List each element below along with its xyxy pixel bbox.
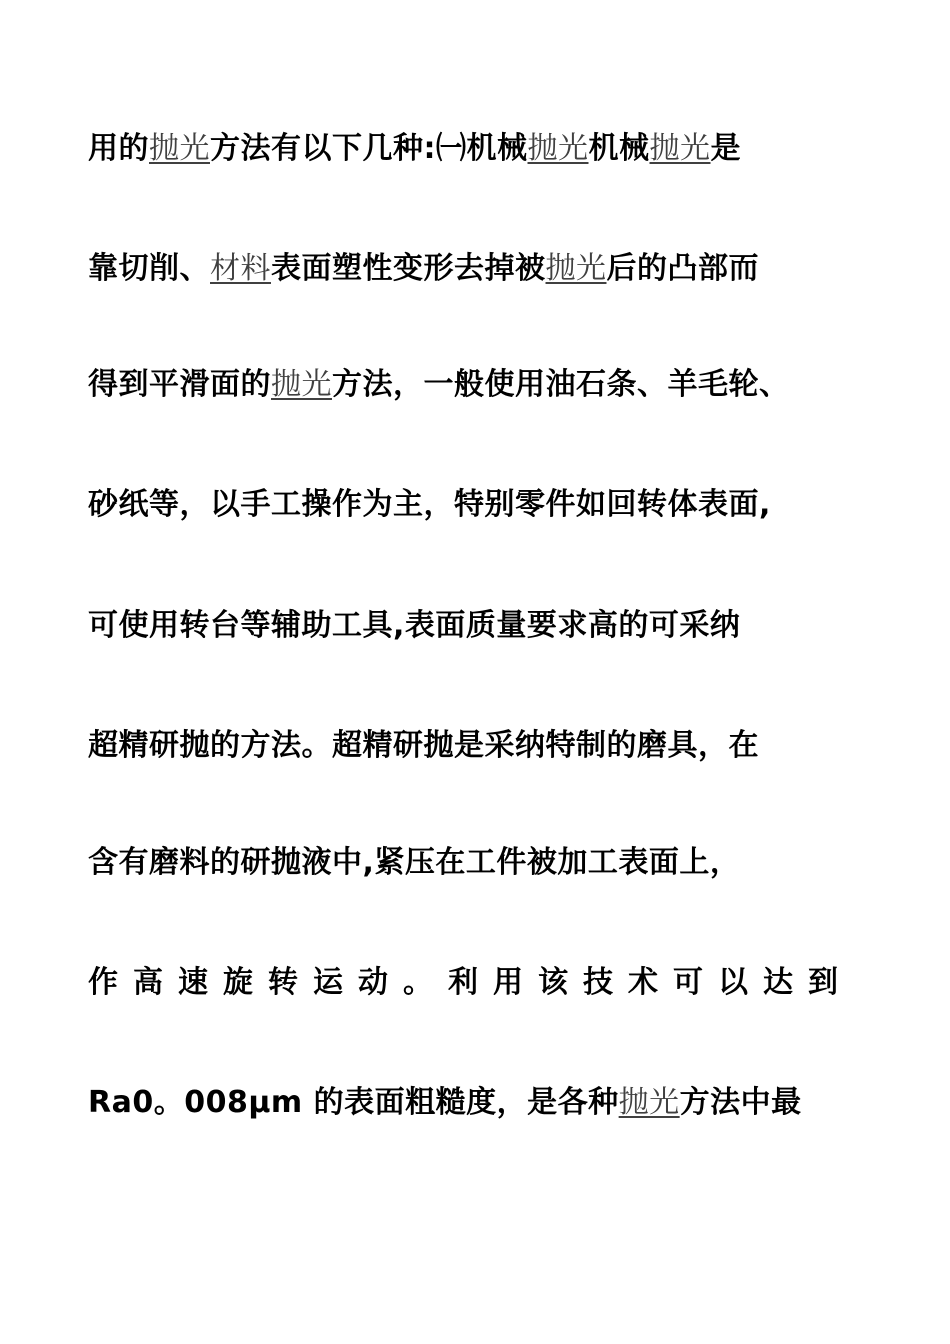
keyword-link-polishing[interactable]: 抛光 (271, 367, 332, 402)
text-segment: 含有磨料的研抛液中,紧压在工件被加工表面上， (88, 845, 741, 880)
text-line-4 (88, 475, 888, 535)
text-line-5 (88, 596, 888, 656)
keyword-link-polishing[interactable]: 抛光 (545, 251, 607, 286)
text-segment: 方法中最 (679, 1085, 802, 1120)
text-line-1 (88, 119, 888, 179)
text-segment: 用的 (88, 131, 149, 166)
text-line-2 (88, 239, 888, 299)
keyword-link-polishing[interactable]: 抛光 (649, 131, 711, 166)
text-line-7 (88, 833, 888, 893)
text-segment: 方法有以下几种:㈠机械 (210, 131, 528, 166)
keyword-link-polishing[interactable]: 抛光 (527, 131, 589, 166)
text-line-8 (88, 953, 888, 1013)
text-segment: 得到平滑面的 (88, 367, 271, 402)
text-segment: 可使用转台等辅助工具,表面质量要求高的可采纳 (88, 608, 741, 643)
keyword-link-polishing[interactable]: 抛光 (149, 131, 210, 166)
text-line-3 (88, 355, 888, 415)
text-segment: 表面塑性变形去掉被 (271, 251, 546, 286)
keyword-link-polishing[interactable]: 抛光 (618, 1085, 680, 1120)
roughness-value: Ra0。008μm (88, 1085, 303, 1120)
text-segment: 砂纸等，以手工操作为主，特别零件如回转体表面, (88, 487, 771, 522)
text-segment: 机械 (588, 131, 650, 166)
text-segment: 后的凸部而 (606, 251, 759, 286)
text-segment: 靠切削、 (88, 251, 210, 286)
text-line-9 (88, 1073, 888, 1133)
text-line-6 (88, 716, 888, 776)
text-segment: 的表面粗糙度，是各种 (302, 1085, 619, 1120)
text-segment: 作高速旋转运动。利用该技术可以达到 (88, 965, 853, 1000)
text-segment: 是 (710, 131, 741, 166)
text-segment: 方法，一般使用油石条、羊毛轮、 (332, 367, 790, 402)
keyword-link-material[interactable]: 材料 (210, 251, 271, 286)
text-segment: 超精研抛的方法。超精研抛是采纳特制的磨具，在 (88, 728, 759, 763)
